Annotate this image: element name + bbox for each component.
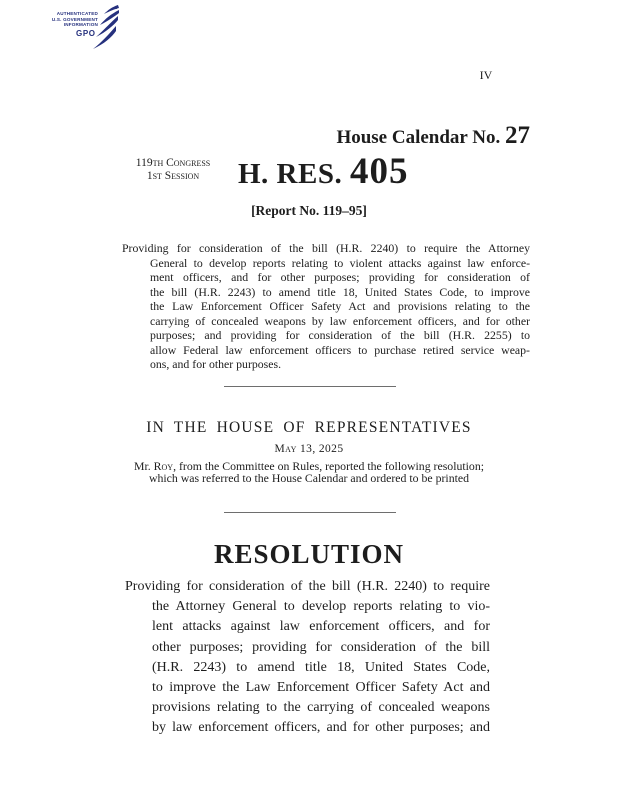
text-line: allow Federal law enforcement officers to purchase retired service weap- bbox=[150, 342, 530, 357]
text-line: (H.R. 2243) to amend title 18, United States Code, bbox=[152, 659, 490, 675]
gpo-text-line3: INFORMATION bbox=[63, 22, 98, 28]
text-line: the Attorney General to develop reports relating to vio- bbox=[152, 599, 490, 615]
congress-session-block bbox=[116, 157, 230, 183]
separator-rule-top bbox=[224, 386, 396, 387]
attribution-block bbox=[94, 460, 524, 485]
gpo-text-line2: U.S. GOVERNMENT bbox=[51, 16, 98, 22]
house-calendar-number: 27 bbox=[505, 122, 530, 149]
text-line: to improve the Law Enforcement Officer Safety Act and bbox=[152, 680, 490, 696]
bill-number-heading bbox=[238, 147, 408, 197]
gpo-wordmark: GPO bbox=[76, 29, 96, 38]
gpo-text-line1: AUTHENTICATED bbox=[56, 11, 98, 16]
session-label: 1st Session bbox=[146, 170, 200, 182]
house-calendar-line bbox=[336, 123, 530, 148]
text-line: purposes; and providing for consideration of the bill (H.R. 2255) to bbox=[150, 328, 530, 342]
bill-prefix: H. RES. bbox=[238, 158, 343, 190]
report-number: [Report No. 119–95] bbox=[251, 203, 367, 218]
attribution-prefix: Mr. bbox=[133, 459, 154, 473]
text-line: provisions relating to the carrying of concealed weapons bbox=[152, 700, 490, 716]
gpo-eagle-icon bbox=[92, 4, 120, 51]
sponsor-name: Roy bbox=[153, 459, 174, 473]
resolution-title: RESOLUTION bbox=[213, 539, 405, 569]
preamble-paragraph bbox=[122, 241, 530, 372]
house-heading: IN THE HOUSE OF REPRESENTATIVES bbox=[146, 419, 472, 436]
text-line: ment officers, and for other purposes; providing for consideration of bbox=[150, 270, 530, 284]
attribution-line2: which was referred to the House Calendar and ordered to be printed bbox=[148, 471, 470, 486]
text-line: Providing for consideration of the bill (H.R. 2240) to require the Attorney bbox=[122, 241, 530, 255]
congress-label: 119th Congress bbox=[135, 157, 211, 169]
text-line: by law enforcement officers, and for other purposes; and bbox=[152, 720, 490, 736]
bill-number: 405 bbox=[349, 151, 409, 192]
text-line: the Law Enforcement Officer Safety Act and provisions relating to the bbox=[150, 299, 530, 313]
text-line: other purposes; providing for consideration of the bill bbox=[152, 639, 490, 655]
gpo-authentication-text bbox=[40, 11, 98, 28]
attribution-rest: , from the Committee on Rules, reported the following resolution; bbox=[173, 459, 485, 473]
folio-page-number: IV bbox=[479, 68, 493, 82]
resolution-body bbox=[125, 577, 490, 739]
text-line: General to develop reports relating to violent attacks against law enforce- bbox=[150, 255, 530, 270]
text-line: the bill (H.R. 2243) to amend title 18, United States Code, to improve bbox=[150, 284, 530, 299]
text-line: Providing for consideration of the bill (H.R. 2240) to require bbox=[125, 579, 490, 594]
text-line: lent attacks against law enforcement officers, and for bbox=[152, 619, 490, 635]
gpo-authentication-logo bbox=[40, 4, 122, 52]
separator-rule-bottom bbox=[224, 512, 396, 513]
text-line: ons, and for other purposes. bbox=[150, 357, 282, 371]
text-line: carrying of concealed weapons by law enforcement officers, and for other bbox=[150, 313, 530, 328]
report-date: May 13, 2025 bbox=[274, 443, 344, 455]
house-calendar-label: House Calendar No. bbox=[336, 127, 501, 148]
